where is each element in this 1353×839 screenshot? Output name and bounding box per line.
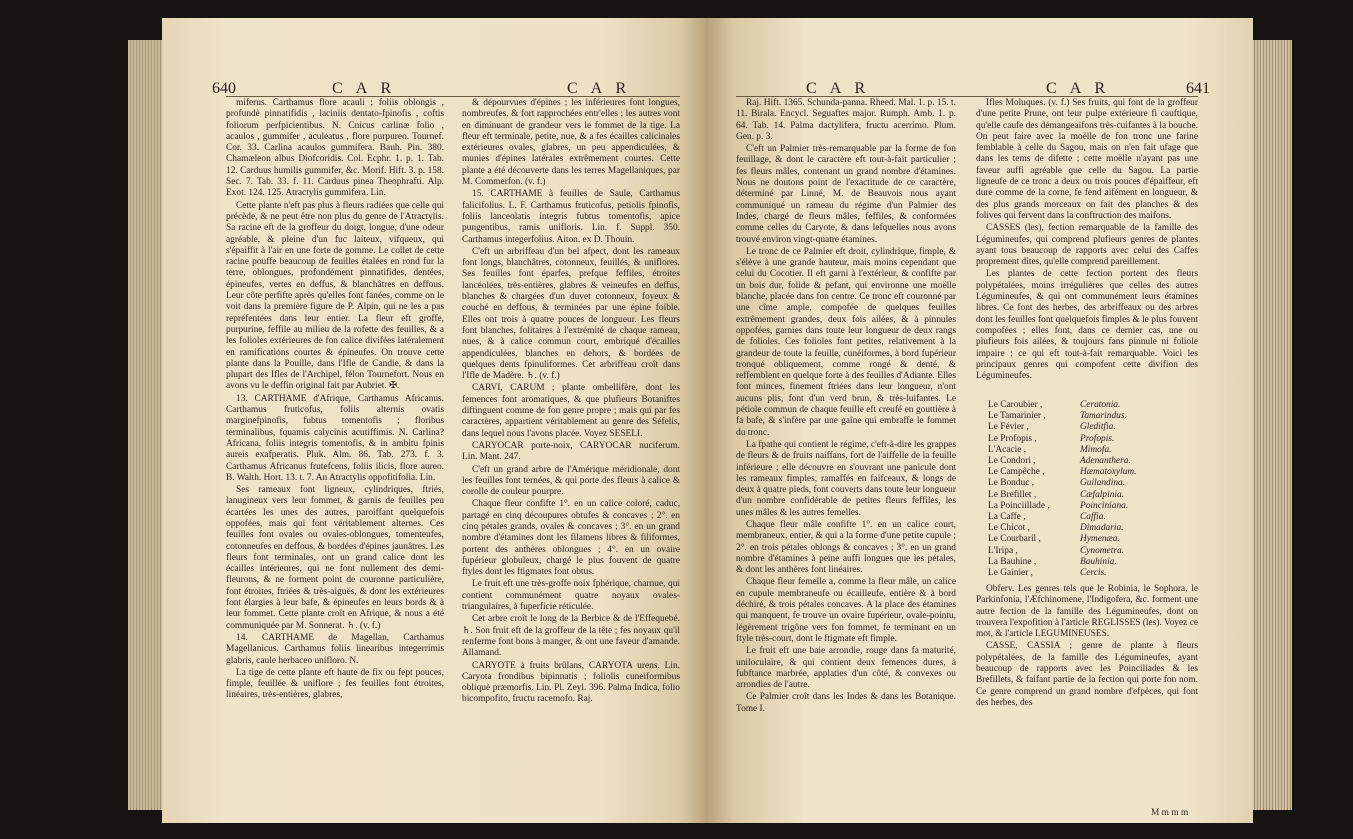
paragraph: C'eft un Palmier très-remarquable par la forme de fon feuillage, & dont le caractère eft tout-à-fait particulier ; fes fleurs mâles, contenant un grand nombre d'étamines. Nous ne doutons point de l'exactitude de ce caractère, déterminé par Linné, M. de Beauvois nous ayant communiqué un rameau du régime d'un Palmier des Indes, chargé de fleurs mâles, feffiles, & conformées comme celles du Caryote, & dans lefquelles nous avons trouvé environ vingt-quatre étamines. bbox=[736, 144, 956, 245]
paragraph: CASSES (les), fection remarquable de la famille des Légumineufes, qui comprend plufieurs genres de plantes ayant tous beaucoup de rapports avec celui des Caffes proprement dites, qu'elle comprend pareillement. bbox=[976, 223, 1198, 268]
paragraph: Chaque fleur confifte 1°. en un calice coloré, caduc, partagé en cinq découpures obtufes & concaves ; 2°. en cinq pétales grands, ovales & concaves ; 3°. en un grand nombre d'étamines dont les filamens libres & filiformes, portent des anthères oblongues ; 4°. en un ovaire fupérieur globuleux, chargé le plus fouvent de quatre ftyles dont les ftigmates font obtus. bbox=[462, 499, 680, 578]
running-header-right: C A R bbox=[567, 80, 632, 97]
genus-row: L'Iripa , Cynometra. bbox=[988, 545, 1125, 556]
left-page-edges bbox=[128, 40, 164, 810]
right-page bbox=[706, 18, 1253, 823]
right-page-edges bbox=[1252, 40, 1292, 810]
column-right-1 bbox=[736, 98, 956, 813]
genus-row: Le Gainier , Cercis. bbox=[988, 568, 1107, 579]
genus-row: La Bauhine , Bauhinia. bbox=[988, 556, 1117, 567]
header-rule bbox=[736, 96, 1198, 97]
paragraph: Chaque fleur femelle a, comme la fleur mâle, un calice en cupule membraneufe ou écailleufe, entière & à bord déchiré, & trois pétales concaves. A la place des étamines qui manquent, fe trouve un ovaire fupérieur, ovale-pointu, légèrement trigône vers fon fommet, fe terminant en un ftyle très-court, dont le ftigmate eft fimple. bbox=[736, 577, 956, 644]
genus-row: Le Profopis , Profopis. bbox=[988, 433, 1115, 444]
genus-row: Le Bonduc , Guilandina. bbox=[988, 478, 1126, 489]
paragraph: Cette plante n'eft pas plus à fleurs radiées que celle qui précède, & ne peut être non plus du genre de l'Atractylis. Sa racine eft de la groffeur du doigt, longue, d'une odeur agréable, & pleine d'un fuc laiteux, vifqueux, qui s'épaiffit à l'air en une forte de gomme. Le collet de cette racine pouffe beaucoup de feuilles étalées en rond fur la terre, oblongues, profondément pinnatifides, dentées, épineufes, vertes en deffus, & blanchâtres en deffous. Leur côte perfifte après qu'elles font fanées, comme on le voit dans la première figure de P. Alpin, qui ne les a pas repréfentées dans leur entier. La fleur eft groffe, purpurine, feffile au milieu de la rofette des feuilles, & a les folioles extérieures de fon calice divifées latéralement en ramifications courtes & épineufes. On trouve cette plante dans la Pouille, dans l'Ifle de Candie, & dans la plupart des Ifles de l'Archipel, félon Tournefort. Nous en avons vu le deffin original fait par Aubriet. ✠. bbox=[226, 200, 444, 392]
signature-mark: M m m m bbox=[1151, 808, 1189, 818]
paragraph: C'eft un grand arbre de l'Amérique méridionale, dont les feuilles font ternées, & qui porte des fleurs à calice & corolle de couleur pourpre. bbox=[462, 464, 680, 498]
paragraph: 13. CARTHAME d'Afrique, Carthamus Africanus. Carthamus fruticofus, foliis alternis ovatis marginefpinofis, fubtus tomentofis ; floribus terminalibus, fquamis calycinis acutiffimis. N. Carlina? Africana, foliis integris tomentofis, & in ambitu fpinis aureis exafperatis. Pluk. Alm. 86. Tab. 273. f. 3. Carthamus Africanus frutefcens, foliis ilicis, flore aureo. B. Walth. Hort. 13. t. 7. An Atractylis oppofitifolia. Lin. bbox=[226, 393, 444, 483]
running-header-left: C A R bbox=[806, 80, 871, 97]
genus-row: Le Févier , Gleditfia. bbox=[988, 422, 1116, 433]
paragraph: La fpathe qui contient le régime, c'eft-à-dire les grappes de fleurs & de fruits naiffans, fort de l'aiffelle de la feuille inférieure ; elle découvre en s'ouvrant une panicule dont les rameaux fimples, ramaffés en faifceaux, & longs de deux à quatre pieds, font couverts dans toute leur longueur d'un nombre confidérable de petites fleurs feffiles, les unes mâles & les autres femelles. bbox=[736, 439, 956, 518]
genus-row: Le Courbaril , Hymenæa. bbox=[988, 534, 1120, 545]
genus-row: L'Acacie , Mimofa. bbox=[988, 444, 1112, 455]
genus-row: Le Condori , Adenanthera. bbox=[988, 456, 1131, 467]
genus-row: Le Chicot , Dimadaria. bbox=[988, 523, 1124, 534]
paragraph: Ifles Moluques. (v. f.) Ses fruits, qui font de la groffeur d'une petite Prune, ont leur pulpe extérieure fi cauftique, qu'elle caufe des démangeaifons très-cuifantes à la bouche. On peut faire avec la moëlle de fon tronc une farine femblable à celle du Sagou, mais on n'en fait ufage que dans les tems de difette ; cette moëlle n'ayant pas une faveur auffi agréable que celle du Sagou. La partie ligneufe de ce tronc a deux ou trois pouces d'épaiffeur, eft dure comme de la corne, fe fend aifément en longueur, & des plus grands morceaux on fait des planches & des folives qui fervent dans la conftruction des maifons. bbox=[976, 98, 1198, 221]
paragraph: 14. CARTHAME de Magellan, Carthamus Magellanicus. Carthamus foliis linearibus integerrimis glabris, caule herbaceo unifloro. N. bbox=[226, 632, 444, 666]
paragraph: CARYOTE à fruits brûlans, CARYOTA urens. Lin. Caryota frondibus bipinnatis ; foliolis cuneiformibus obliquè præmorfis. Lin. Pl. Zeyl. 396. Palma Indica, folio bicompofito, fructu racemofo. Raj. bbox=[462, 660, 680, 705]
paragraph: CARVI, CARUM ; plante ombellifère, dont les femences font aromatiques, & que plufieurs Botaniftes diftinguent comme de fon genre propre ; mais qui par fes caractères, appartient véritablement au genre des Séfelis, dans lequel nous l'avons placée. Voyez SESELI. bbox=[462, 383, 680, 439]
paragraph: C'eft un arbriffeau d'un bel afpect, dont les rameaux font longs, blanchâtres, cotonneux, feuillés, & uniflores. Ses feuilles font éparfes, prefque feffiles, étroites lancéolées, très-entières, glabres & veineufes en deffus, blanches & chargées d'un duvet cotonneux, foyeux & couché en deffous, & terminées par une épine foible. Elles ont trois à quatre pouces de longueur. Les fleurs font blanches, folitaires à l'extrémité de chaque rameau, nues, & à calice commun court, embriqué d'écailles appendiculées, blanches en dehors, & bordées de quelques dents fpinuliformes. Cet arbriffeau croît dans l'Ifle de Madère. ♄. (v. f.) bbox=[462, 246, 680, 382]
paragraph: Chaque fleur mâle confifte 1°. en un calice court, membraneux, entier, & qui a la forme d'une petite cupule ; 2°. en trois pétales oblongs & concaves ; 3°. en un grand nombre d'étamines à peine auffi longues que les pétales, & dont les anthères font linéaires. bbox=[736, 519, 956, 576]
page-number: 641 bbox=[1186, 80, 1210, 97]
running-header-left: C A R bbox=[332, 80, 397, 97]
page-number: 640 bbox=[212, 80, 236, 97]
paragraph: Obferv. Les genres tels que le Robinia, le Sophora, le Parkinfonia, l'Æfchinomene, l'Indigofera, &c. forment une autre fection de la famille des Légumineufes, dont on trouvera l'expofition à l'article REGLISSES (les). Voyez ce mot, & l'article LEGUMINEUSES. bbox=[976, 584, 1198, 640]
paragraph: Les plantes de cette fection portent des fleurs polypétalées, moins irrégulières que celles des autres Légumineufes, & qui ont communément leurs étamines libres. Ce font des herbes, des arbriffeaux ou des arbres dont les feuilles font quelquefois fimples & le plus fouvent compofées ; elles font, dans ce dernier cas, une ou plufieurs fois ailées, & toujours fans pinnule ni foliole impaire ; ce qui eft tout-à-fait remarquable. Voici les principaux genres qui compofent cette divifion des Légumineufes. bbox=[976, 269, 1198, 382]
paragraph: Raj. Hift. 1365. Schunda-panna. Rheed. Mal. 1. p. 15. t. 11. Birala. Encycl. Seguaftes major. Rumph. Amb. 1. p. 64. Tab. 14. Palma dactylifera, fructu acerrimo. Plum. Gen. p. 3. bbox=[736, 98, 956, 142]
genus-row: La Caffe , Caffia. bbox=[988, 512, 1106, 523]
paragraph: Ses rameaux font ligneux, cylindriques, ftriés, lanugineux vers leur fommet, & garnis de feuilles peu écartées les unes des autres, paroiffant quelquefois oppofées, mais qui font véritablement alternes. Ces feuilles font ovales ou ovales-oblongues, tomenteufes, cotonneufes en deffous, & bordées d'épines jaunâtres. Les fleurs font terminales, ont un grand calice dont les écailles intérieures, qui ne font nullement des demi-fleurons, & ne forment point de couronne particulière, font étroites, ftriées & très-aiguës, & dont les extérieures font élargies à leur bafe, & épineufes en leurs bords & à leur fommet. Cette plante croît en Afrique, & nous a été communiquée par M. Sonnerat. ♄. (v. f.) bbox=[226, 485, 444, 631]
left-page bbox=[162, 18, 707, 823]
genus-row: La Poinciillade , Poinciniana. bbox=[988, 500, 1129, 511]
paragraph: 15. CARTHAME à feuilles de Saule, Carthamus falicifolius. L. F. Carthamus fruticofus, petiolis fpinofis, foliis lanceolatis integris fubtus tomentofis, apice pungentibus, ramis unifloris. Lin. f. Suppl. 350. Carthamus integerfolius. Aiton. ex D. Thouin. bbox=[462, 189, 680, 245]
genera-list bbox=[988, 400, 1137, 579]
column-left-1 bbox=[226, 98, 444, 813]
paragraph: Le tronc de ce Palmier eft droit, cylindrique, fimple, & s'élève à une grande hauteur, mais moins cependant que celui du Cocotier. Il eft garni à l'extérieur, & confifte par un bois dur, folide & pefant, qui environne une moëlle blanche, placée dans fon centre. Ce tronc eft couronné par une cîme ample, compofée de quelques feuilles extrêmement grandes, deux fois ailées, & à pinnules oppofées, garnies dans toute leur longueur de deux rangs de folioles. Ces folioles font petites, relativement à la grandeur de toute la feuille, cunéiformes, à bord fupérieur tronqué obliquement, comme rongé & denté, & reffemblent en quelque forte à des feuilles d'Adiante. Elles font minces, finement ftriées dans leur longueur, n'ont aucuns plis, font d'un verd brun, & très-luifantes. Le pétiole commun de chaque feuille eft creufé en gouttière à fa bafe, & s'infère par une gaîne qui embraffe le fommet du tronc. bbox=[736, 246, 956, 438]
genus-row: Le Brefillet , Cæfalpinia. bbox=[988, 489, 1125, 500]
paragraph: Le fruit eft une baie arrondie, rouge dans fa maturité, uniloculaire, & qui contient deux femences dures, à fubftance marbrée, applaties d'un côté, & convexes ou arrondies de l'autre. bbox=[736, 646, 956, 691]
paragraph: & dépourvues d'épines ; les inférieures font longues, nombreufes, & fort rapprochées entr'elles ; les autres vont en diminuant de grandeur vers le fommet de la tige. La fleur eft terminale, petite, nue, & a fes écailles calicinales extérieures ovales, glabres, un peu appendiculées, & munies d'épines latérales extrêmement courtes. Cette plante a été découverte dans les terres Magellaniques, par M. Commerfon. (v. f.) bbox=[462, 98, 680, 188]
running-header-right: C A R bbox=[1046, 80, 1111, 97]
header-rule bbox=[226, 96, 680, 97]
paragraph: CASSE, CASSIA ; genre de plante à fleurs polypétalées, de la famille des Légumineufes, ayant beaucoup de rapports avec les Poinciliades & les Brefillets, & faifant partie de la fection qui porte fon nom. Ce genre comprend un grand nombre d'efpèces, qui font des herbes, des bbox=[976, 641, 1198, 708]
paragraph: CARYOCAR porte-noix, CARYOCAR nuciferum. Lin. Mant. 247. bbox=[462, 440, 680, 463]
paragraph: Ce Palmier croît dans les Indes & dans les Botanique. Tome I. bbox=[736, 692, 956, 714]
genus-row: Le Campêche , Hæmatoxylum. bbox=[988, 467, 1137, 478]
genus-row: Le Caroubier , Ceratonia. bbox=[988, 400, 1121, 410]
column-right-2 bbox=[976, 98, 1198, 398]
paragraph: Le fruit eft une très-groffe noix fphérique, charnue, qui contient communément quatre noyaux ovales-triangulaires, à fuperficie réticulée. bbox=[462, 579, 680, 613]
column-right-2-bottom bbox=[976, 584, 1198, 784]
paragraph: miferus. Carthamus flore acauli ; foliis oblongis , profundè pinnatifidis , laciniis dentato-fpinofis , coftis foliorum perfpicientibus. N. Cnicus carlinæ folio , acaulos , gummifer , aculeatus , flore purpureo. Tournef. Cor. 33. Carlina acaulos gummifera. Bauh. Pin. 380. Chamæleon albus Diofcoridis. Col. Ecphr. 1. p. 1. Tab. 12. Carduus humilis gummifer, &c. Morif. Hift. 3. p. 158. Sec. 7. Tab. 33. f. 11. Carduus pinea Theophrafti. Alp. Exot. 124. 125. Atractylis gummifera. Lin. bbox=[226, 98, 444, 199]
genus-row: Le Tamarinier , Tamarindus. bbox=[988, 411, 1127, 422]
paragraph: Cet arbre croît le long de la Berbice & de l'Effequebé. ♄. Son fruit eft de la groffeur de la tête ; fes noyaux qu'il renferme font bons à manger, & ont une faveur d'amande. Allamand. bbox=[462, 614, 680, 659]
column-left-2 bbox=[462, 98, 680, 813]
paragraph: La tige de cette plante eft haute de fix ou fept pouces, fimple, feuillée & uniflore ; fes feuilles font étroites, linéaires, très-entières, glabres, bbox=[226, 667, 444, 701]
